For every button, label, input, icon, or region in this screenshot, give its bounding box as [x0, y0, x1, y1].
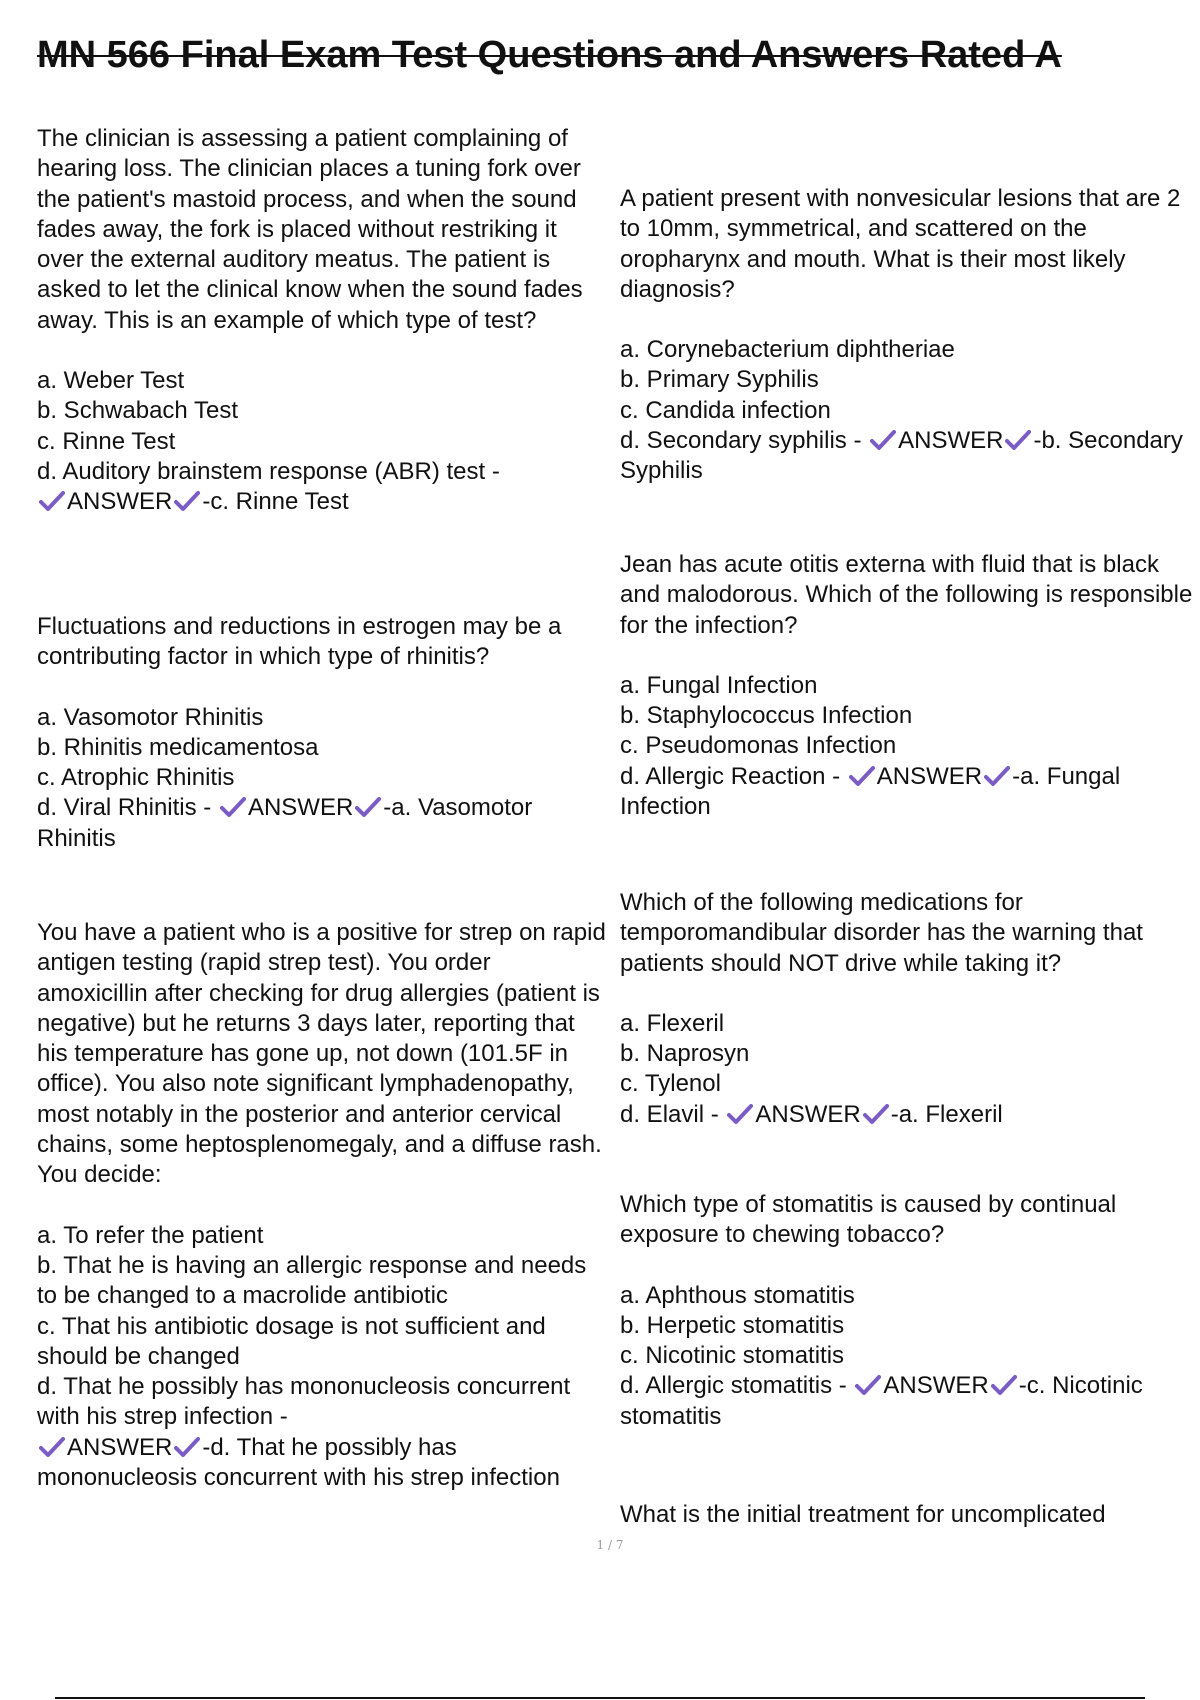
option-c: c. Pseudomonas Infection [620, 732, 897, 760]
option-b: b. Herpetic stomatitis [620, 1311, 845, 1339]
answer-label: ANSWER [898, 427, 1004, 455]
page-number: 1 / 7 [596, 1538, 624, 1552]
question-stem: Which type of stomatitis is caused by continual exposure to chewing tobacco? [620, 1191, 1117, 1249]
option-a: a. Weber Test [37, 367, 185, 395]
option-d [37, 457, 607, 518]
option-b: b. Schwabach Test [37, 397, 239, 425]
question-syphilis [620, 184, 1200, 487]
option-d [620, 762, 1200, 823]
answer-label: ANSWER [876, 762, 983, 790]
checkmark-icon [849, 765, 875, 787]
option-a: a. Vasomotor Rhinitis [37, 703, 264, 731]
option-d [37, 1372, 607, 1493]
question-stomatitis [620, 1190, 1200, 1432]
answer-label: ANSWER [67, 1433, 173, 1461]
question-otitis [620, 550, 1200, 822]
question-rhinitis [37, 612, 607, 854]
option-d [620, 426, 1200, 487]
question-stem: Jean has acute otitis externa with fluid that is black and malodorous. Which of the following is responsible for the infection? [620, 551, 1193, 639]
option-b: b. That he is having an allergic response and needs to be changed to a macrolide antibiotic [37, 1251, 587, 1310]
question-hearing-test [37, 124, 607, 518]
footer-divider [55, 1697, 1145, 1699]
checkmark-icon [984, 765, 1010, 787]
option-d [620, 1371, 1200, 1432]
checkmark-icon [174, 1436, 200, 1458]
question-stem: Fluctuations and reductions in estrogen may be a contributing factor in which type of rhinitis? [37, 613, 562, 671]
checkmark-icon [727, 1103, 753, 1125]
answer-text: -a. Flexeril [890, 1100, 1003, 1128]
checkmark-icon [39, 490, 65, 512]
option-c: c. Tylenol [620, 1070, 721, 1098]
answer-label: ANSWER [755, 1100, 861, 1128]
answer-text: -a. Vasomotor Rhinitis [37, 794, 533, 852]
option-d-text: d. Secondary syphilis - [620, 427, 862, 455]
checkmark-icon [1005, 429, 1031, 451]
answer-label: ANSWER [247, 794, 354, 822]
option-a: a. Aphthous stomatitis [620, 1281, 855, 1309]
question-stem: The clinician is assessing a patient complaining of hearing loss. The clinician places a tuning fork over the patient's mastoid process, and when the sound fades away, the fork is placed without restriking it over the external auditory meatus. The patient is asked to let the clinical know when the sound fades away. This is an example of which type of test? [37, 125, 583, 334]
question-stem: What is the initial treatment for uncomplicated [620, 1501, 1106, 1528]
checkmark-icon [355, 796, 381, 818]
option-a: a. Fungal Infection [620, 671, 818, 699]
answer-text: -a. Fungal Infection [620, 762, 1121, 821]
option-c: c. Candida infection [620, 396, 831, 424]
answer-label: ANSWER [883, 1372, 989, 1400]
answer-text: -c. Nicotinic stomatitis [620, 1372, 1143, 1430]
question-stem: You have a patient who is a positive for strep on rapid antigen testing (rapid strep test). You order amoxicillin after checking for drug allergies (patient is negative) but he returns 3 days later, reporting that his temperature has gone up, not down (101.5F in office). You also note significant lymphadenopathy, most notably in the posterior and anterior cervical chains, some heptosplenomegaly, and a diffuse rash. You decide: [37, 919, 606, 1189]
checkmark-icon [991, 1374, 1017, 1396]
option-d [37, 793, 607, 854]
document-title: MN 566 Final Exam Test Questions and Answers Rated A [37, 34, 1062, 76]
question-strep [37, 918, 607, 1493]
answer-text: -c. Rinne Test [202, 488, 349, 516]
option-c: c. That his antibiotic dosage is not sufficient and should be changed [37, 1312, 546, 1370]
option-d [620, 1100, 1200, 1130]
option-d-text: d. Elavil - [620, 1100, 719, 1128]
option-c: c. Nicotinic stomatitis [620, 1342, 845, 1370]
option-a: a. Flexeril [620, 1009, 725, 1037]
option-d-text: d. Allergic stomatitis - [620, 1372, 847, 1400]
option-d-text: d. Allergic Reaction - [620, 762, 841, 790]
option-c: c. Atrophic Rhinitis [37, 764, 235, 792]
question-uncomplicated [620, 1500, 1200, 1530]
option-b: b. Rhinitis medicamentosa [37, 733, 319, 761]
option-a: a. To refer the patient [37, 1221, 264, 1249]
question-tmj [620, 888, 1200, 1130]
option-b: b. Primary Syphilis [620, 366, 819, 394]
answer-text: -d. That he possibly has mononucleosis concurrent with his strep infection [37, 1433, 560, 1492]
option-b: b. Naprosyn [620, 1040, 750, 1068]
option-d-text: d. That he possibly has mononucleosis concurrent with his strep infection - [37, 1373, 571, 1431]
option-b: b. Staphylococcus Infection [620, 702, 913, 730]
checkmark-icon [870, 429, 896, 451]
option-d-text: d. Viral Rhinitis - [37, 794, 212, 822]
option-d-text: d. Auditory brainstem response (ABR) test - [37, 457, 500, 485]
checkmark-icon [855, 1374, 881, 1396]
option-a: a. Corynebacterium diphtheriae [620, 336, 955, 364]
checkmark-icon [174, 490, 200, 512]
checkmark-icon [39, 1436, 65, 1458]
option-c: c. Rinne Test [37, 427, 176, 455]
question-stem: A patient present with nonvesicular lesions that are 2 to 10mm, symmetrical, and scattered on the oropharynx and mouth. What is their most likely diagnosis? [620, 185, 1181, 303]
checkmark-icon [863, 1103, 889, 1125]
answer-text: -b. Secondary Syphilis [620, 427, 1183, 485]
answer-label: ANSWER [67, 488, 173, 516]
question-stem: Which of the following medications for temporomandibular disorder has the warning that patients should NOT drive while taking it? [620, 889, 1143, 977]
checkmark-icon [220, 796, 246, 818]
